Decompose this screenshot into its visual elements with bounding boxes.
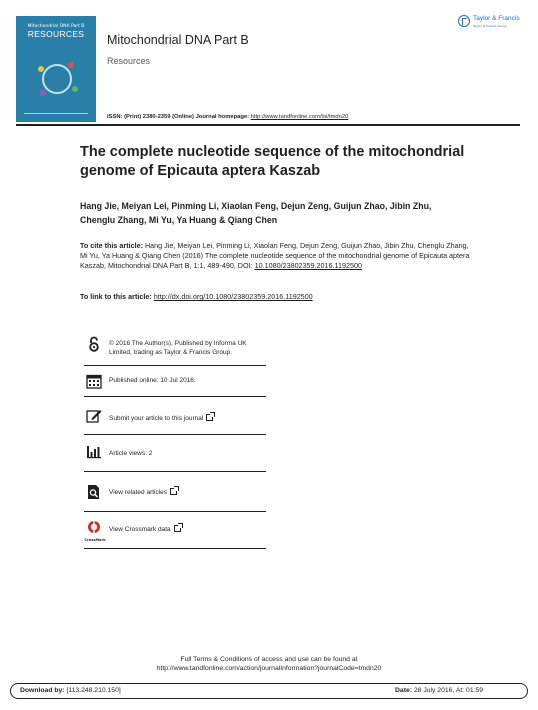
article-views-text: Article views: 2	[109, 450, 153, 457]
download-ip: [113.248.210.150]	[64, 687, 121, 694]
date-value: 28 July 2016, At: 01:59	[412, 687, 484, 694]
taylor-francis-logo-icon	[458, 15, 470, 27]
publisher-tagline: Taylor & Francis Group	[473, 24, 507, 28]
download-label: Download by:	[20, 687, 65, 694]
publisher-logo	[458, 14, 528, 34]
submit-article-link[interactable]: Submit your article to this journal	[109, 415, 204, 422]
citation	[80, 241, 470, 271]
published-row	[84, 366, 266, 397]
related-articles-link[interactable]: View related articles	[109, 489, 168, 496]
terms-notice	[0, 655, 538, 673]
external-link-icon	[206, 414, 213, 421]
open-access-icon	[86, 336, 102, 352]
copyright-text: © 2016 The Author(s). Published by Informa UK Limited, trading as Taylor & Francis Group.	[109, 340, 247, 356]
external-link-icon	[174, 525, 181, 532]
terms-url-link[interactable]: http://www.tandfonline.com/action/journalInformation?journalCode=tmdn20	[156, 665, 382, 672]
cover-dot	[72, 86, 78, 92]
crossmark-badge-text: CrossMark	[84, 538, 106, 542]
issn-text: ISSN: (Print) 2380-2359 (Online) Journal homepage:	[107, 114, 251, 120]
cover-dot	[40, 90, 46, 96]
article-authors: Hang Jie, Meiyan Lei, Pinming Li, Xiaolan Feng, Dejun Zeng, Guijun Zhao, Jibin Zhu, Chenglu Zhang, Mi Yu, Ya Huang & Qiang Chen	[80, 201, 432, 225]
copyright-row	[84, 334, 266, 366]
link-label: To link to this article:	[80, 292, 154, 301]
related-articles-row[interactable]	[84, 472, 266, 512]
cite-text: Hang Jie, Meiyan Lei, Pinming Li, Xiaolan Feng, Dejun Zeng, Guijun Zhao, Jibin Zhu, Chenglu Zhang, Mi Yu, Ya Huang & Qiang Chen (2016) The complete nucleotide sequence of the mitochondrial genome of Epicauta aptera Kaszab, Mitochondrial DNA Part B, 1:1, 489-490, DOI:	[80, 241, 470, 270]
cite-label: To cite this article:	[80, 241, 143, 250]
publisher-name: Taylor & Francis	[473, 15, 520, 22]
cover-dot	[38, 66, 44, 72]
published-text: Published online: 10 Jul 2016.	[109, 377, 196, 384]
journal-subtitle: Resources	[107, 56, 151, 66]
header-divider	[16, 124, 520, 126]
download-date	[395, 687, 483, 694]
article-url-link[interactable]: http://dx.doi.org/10.1080/23802359.2016.1192500	[153, 292, 313, 301]
article-link-line	[80, 292, 470, 301]
cover-small-title: Mitochondrial DNA Part B	[27, 24, 85, 29]
crossmark-link[interactable]: View Crossmark data	[109, 526, 171, 533]
crossmark-icon	[86, 520, 102, 540]
issn-line	[107, 114, 348, 120]
journal-cover-image	[16, 16, 96, 122]
download-info	[20, 687, 121, 694]
date-label: Date:	[395, 687, 412, 694]
journal-homepage-link[interactable]: http://www.tandfonline.com/loi/tmdn20	[250, 114, 349, 120]
cover-big-title: RESOURCES	[27, 29, 85, 39]
bar-chart-icon	[86, 444, 102, 460]
cover-dot	[68, 62, 74, 68]
search-document-icon	[86, 484, 102, 500]
calendar-icon	[86, 373, 102, 389]
cover-bar	[24, 113, 88, 114]
crossmark-row[interactable]	[84, 512, 266, 549]
cover-genome-ring	[42, 64, 72, 94]
doi-link[interactable]: 10.1080/23802359.2016.1192500	[254, 261, 362, 270]
edit-icon	[86, 408, 102, 424]
submit-article-row[interactable]	[84, 397, 266, 435]
article-views-row	[84, 435, 266, 472]
article-title: The complete nucleotide sequence of the mitochondrial genome of Epicauta aptera Kaszab	[80, 144, 465, 179]
external-link-icon	[170, 488, 177, 495]
journal-name[interactable]: Mitochondrial DNA Part B	[107, 33, 249, 47]
terms-line-1: Full Terms & Conditions of access and use can be found at	[180, 656, 358, 663]
